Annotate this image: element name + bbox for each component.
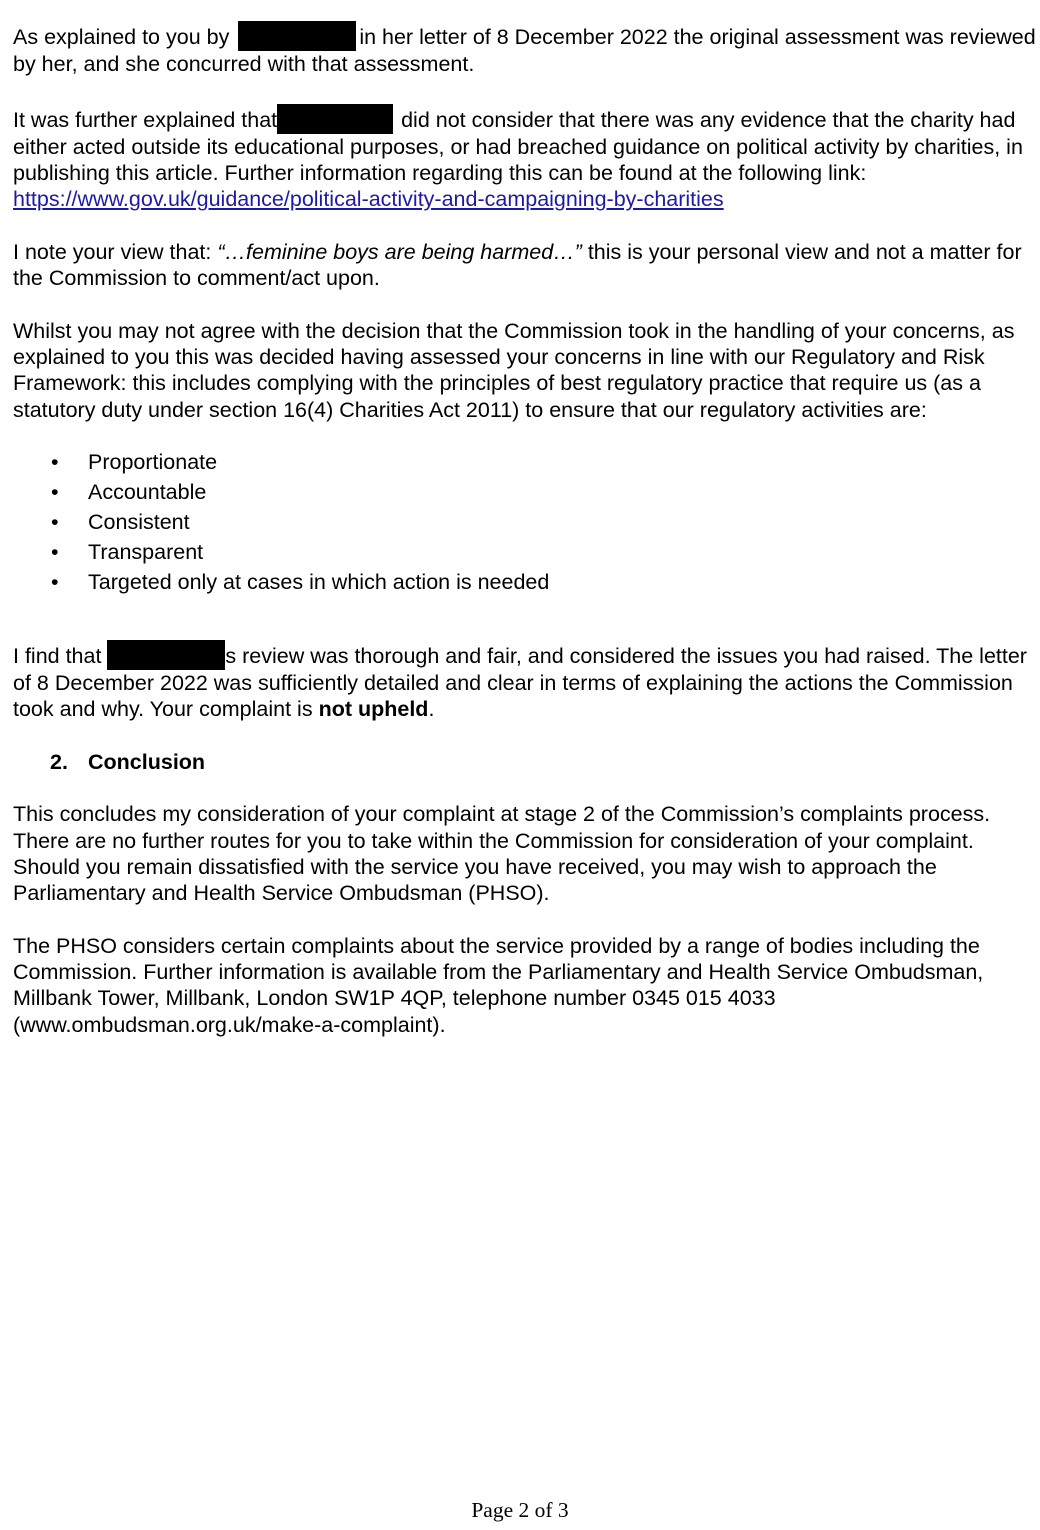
bullet-icon: • — [51, 509, 59, 534]
paragraph-text: As explained to you by — [13, 25, 236, 49]
paragraph-text: this is your personal view and not a matter for the Commission to comment/act upon. — [13, 239, 1022, 291]
page-number: Page 2 of 3 — [471, 1498, 569, 1522]
principles-list — [13, 447, 1037, 597]
list-item-label: Proportionate — [88, 449, 218, 474]
paragraph-text: I find that — [13, 643, 108, 668]
paragraph-text: s review was thorough and fair, and considered the issues you had raised. The letter of 8 December 2022 was sufficiently detailed and clear in terms of explaining the actions the Commission took and why. Your complaint is — [13, 643, 1027, 722]
redacted-name-box — [107, 640, 225, 670]
letter-body — [13, 21, 1037, 1064]
paragraph-regulatory-framework: Whilst you may not agree with the decision that the Commission took in the handling of your concerns, as explained to you this was decided having assessed your concerns in line with our Regulatory and Risk Framework: this includes complying with the principles of best regulatory practice that require us (as a statutory duty under section 16(4) Charities Act 2011) to ensure that our regulatory activities are: — [13, 318, 1015, 422]
list-item-label: Targeted only at cases in which action is needed — [88, 569, 550, 594]
paragraph-text: in her letter of 8 December 2022 the original assessment was reviewed by her, and she concurred with that assessment. — [13, 25, 1036, 76]
paragraph-text: It was further explained that — [13, 107, 278, 132]
paragraph-personal-view — [13, 239, 1037, 292]
guidance-link[interactable]: https://www.gov.uk/guidance/political-activity-and-campaigning-by-charities — [13, 187, 724, 212]
list-item-label: Consistent — [88, 509, 190, 534]
bullet-icon: • — [51, 479, 59, 504]
list-item — [13, 477, 1037, 507]
paragraph-text: I note your view that: — [13, 239, 218, 264]
list-item — [13, 537, 1037, 567]
paragraph-text: . — [428, 697, 435, 722]
section-number: 2. — [50, 749, 68, 774]
section-heading — [13, 749, 1037, 775]
list-item-label: Transparent — [88, 539, 204, 564]
bullet-icon: • — [51, 449, 59, 474]
paragraph-text: did not consider that there was any evidence that the charity had either acted outside its educational purposes, or had breached guidance on political activity by charities, in publishing this article. Further information regarding this can be found at the following link: — [13, 107, 1023, 185]
paragraph-conclusion: This concludes my consideration of your complaint at stage 2 of the Commission’s complaints process. There are no further routes for you to take within the Commission for consideration of your complaint. Should you remain dissatisfied with the service you have received, you may wish to approach the Parliamentary and Health Service Ombudsman (PHSO). — [13, 802, 991, 906]
paragraph-no-evidence — [13, 104, 1037, 213]
list-item — [13, 507, 1037, 537]
quoted-view: “…feminine boys are being harmed…” — [217, 239, 582, 264]
list-item — [13, 447, 1037, 477]
outcome-text: not upheld — [318, 697, 429, 722]
list-item — [13, 567, 1037, 597]
paragraph-phso: The PHSO considers certain complaints about the service provided by a range of bodies including the Commission. Further information is available from the Parliamentary and Health Service Ombudsman, Millbank Tower, Millbank, London SW1P 4QP, telephone number 0345 015 4033 (www.ombudsman.org.uk/make-a-complaint). — [13, 933, 984, 1037]
list-item-label: Accountable — [88, 479, 207, 504]
list-spacer — [13, 597, 1037, 640]
paragraph-original-assessment — [13, 21, 1037, 77]
section-title: Conclusion — [88, 749, 206, 774]
bullet-icon: • — [51, 569, 59, 594]
redacted-name-box — [238, 21, 356, 51]
paragraph-finding — [13, 640, 1037, 723]
redacted-name-box — [277, 104, 393, 134]
bullet-icon: • — [51, 539, 59, 564]
